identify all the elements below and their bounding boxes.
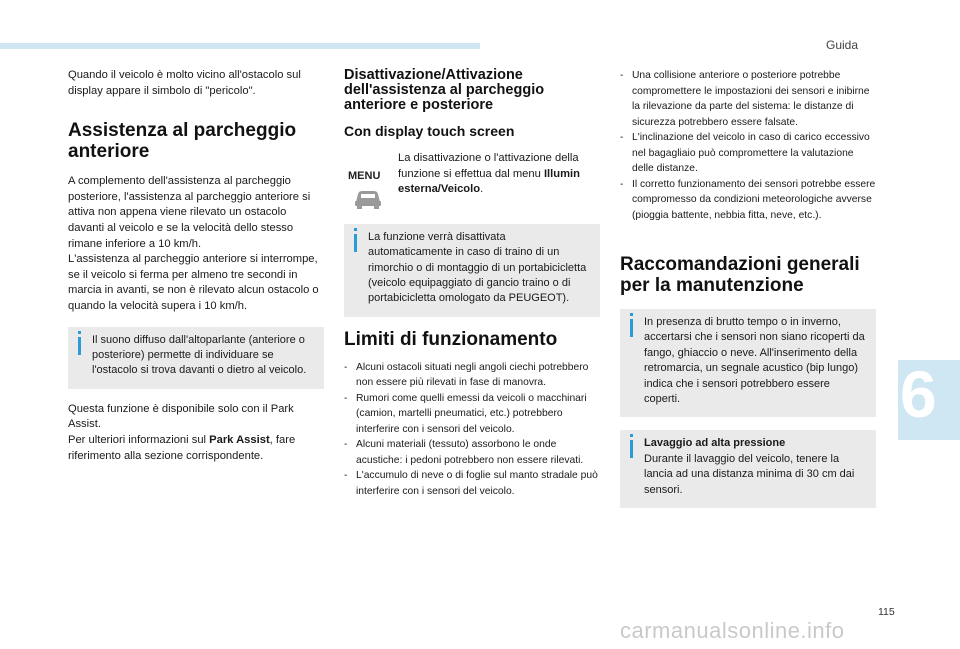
column-3 xyxy=(620,68,876,508)
watermark: carmanualsonline.info xyxy=(620,618,845,643)
info-icon xyxy=(630,440,633,458)
info-note-text: La funzione verrà disattivata automaticamente in caso di traino di un rimorchio o di montaggio di un portabicicletta (veicolo equipaggiato di gancio traino o di portabicicletta omologato da PEUGEOT). xyxy=(368,230,587,305)
info-icon xyxy=(630,319,633,337)
touch-text-end: . xyxy=(480,183,484,196)
heading-limits: Limiti di funzionamento xyxy=(344,328,558,350)
pressure-wash-title: Lavaggio ad alta pressione xyxy=(644,437,786,450)
menu-path: Illumin esterna/Veicolo xyxy=(398,167,581,196)
reference-suffix: , fare riferimento alla sezione corrispondente. xyxy=(68,433,296,462)
info-note-text: Durante il lavaggio del veicolo, tenere la lancia ad una distanza minima di 30 cm dai sensori. xyxy=(644,452,855,496)
info-icon xyxy=(354,234,357,252)
info-note-pressure-wash xyxy=(620,430,876,508)
menu-label: MENU xyxy=(348,170,381,182)
list-item: - Alcuni materiali (tessuto) assorbono le onde acustiche: i pedoni potrebbero non essere rilevati. xyxy=(344,437,600,468)
list-item: - Una collisione anteriore o posteriore potrebbe compromettere le impostazioni dei sensori e inibirne la rilevazione da parte del sistema: le distanze di sicurezza potrebbero essere falsate. xyxy=(620,68,876,130)
section-title: Guida xyxy=(826,38,859,52)
touch-screen-text xyxy=(398,151,600,198)
page-number: 115 xyxy=(878,606,895,618)
menu-car-icon xyxy=(346,168,390,212)
reference-bold: Park Assist xyxy=(209,433,270,446)
info-note-text: Il suono diffuso dall'altoparlante (anteriore o posteriore) permette di individuare se l'ostacolo si trova davanti o dietro al veicolo. xyxy=(92,333,307,377)
constraints-list xyxy=(620,68,876,223)
chapter-number: 6 xyxy=(900,357,937,431)
touch-text: La disattivazione o l'attivazione della funzione si effettua dal menu xyxy=(398,152,579,180)
list-item: - L'inclinazione del veicolo in caso di carico eccessivo nel bagagliaio può compromettere la valutazione delle distanze. xyxy=(620,130,876,177)
list-item: - L'accumulo di neve o di foglie sul manto stradale può interferire con i sensori del veicolo. xyxy=(344,468,600,499)
column-1 xyxy=(68,68,324,464)
info-icon xyxy=(78,337,81,355)
info-note-towing xyxy=(344,224,600,317)
header-bar xyxy=(0,43,480,49)
heading-front-parking-assist: Assistenza al parcheggio anteriore xyxy=(68,120,297,163)
heading-deactivation: Disattivazione/Attivazione dell'assistenza al parcheggio anteriore e posteriore xyxy=(344,67,545,113)
subheading-touch-screen: Con display touch screen xyxy=(344,123,515,139)
info-note-text: In presenza di brutto tempo o in inverno, accertarsi che i sensori non siano ricoperti da fango, ghiaccio o neve. All'inserimento della retromarcia, un segnale acustico (bip lungo) indica che i sensori potrebbero essere coperti. xyxy=(644,316,865,406)
heading-maintenance: Raccomandazioni generali per la manutenzione xyxy=(620,254,860,296)
list-item: - Alcuni ostacoli situati negli angoli ciechi potrebbero non essere più rilevati in fase di manovra. xyxy=(344,360,600,391)
paragraph-front-assist-stop: L'assistenza al parcheggio anteriore si interrompe, se il veicolo si ferma per almeno tre secondi in marcia in avanti, se non è rilevato alcun ostacolo o quando la velocità supera i 10 km/h. xyxy=(68,253,319,312)
reference-prefix: Per ulteriori informazioni sul xyxy=(68,433,210,446)
info-note-speaker xyxy=(68,327,324,389)
column-2 xyxy=(344,68,600,499)
info-note-weather xyxy=(620,309,876,417)
paragraph-front-assist: A complemento dell'assistenza al parcheggio posteriore, l'assistenza al parcheggio anteriore si attiva non appena viene rilevato un ostacolo davanti al veicolo e se la velocità dello stesso rimane inferiore a 10 km/h. xyxy=(68,175,311,250)
list-item: - Il corretto funzionamento dei sensori potrebbe essere compromesso da condizioni meteorologiche avverse (pioggia battente, nebbia fitta, neve, etc.). xyxy=(620,177,876,224)
park-assist-availability: Questa funzione è disponibile solo con il Park Assist. xyxy=(68,402,294,431)
list-item: - Rumori come quelli emessi da veicoli o macchinari (camion, martelli pneumatici, etc.) potrebbero interferire con i sensori del veicolo. xyxy=(344,391,600,438)
limits-list xyxy=(344,360,600,500)
chapter-tab xyxy=(898,357,960,440)
park-assist-reference xyxy=(68,433,324,464)
intro-text: Quando il veicolo è molto vicino all'ostacolo sul display appare il simbolo di "pericolo". xyxy=(68,69,301,97)
